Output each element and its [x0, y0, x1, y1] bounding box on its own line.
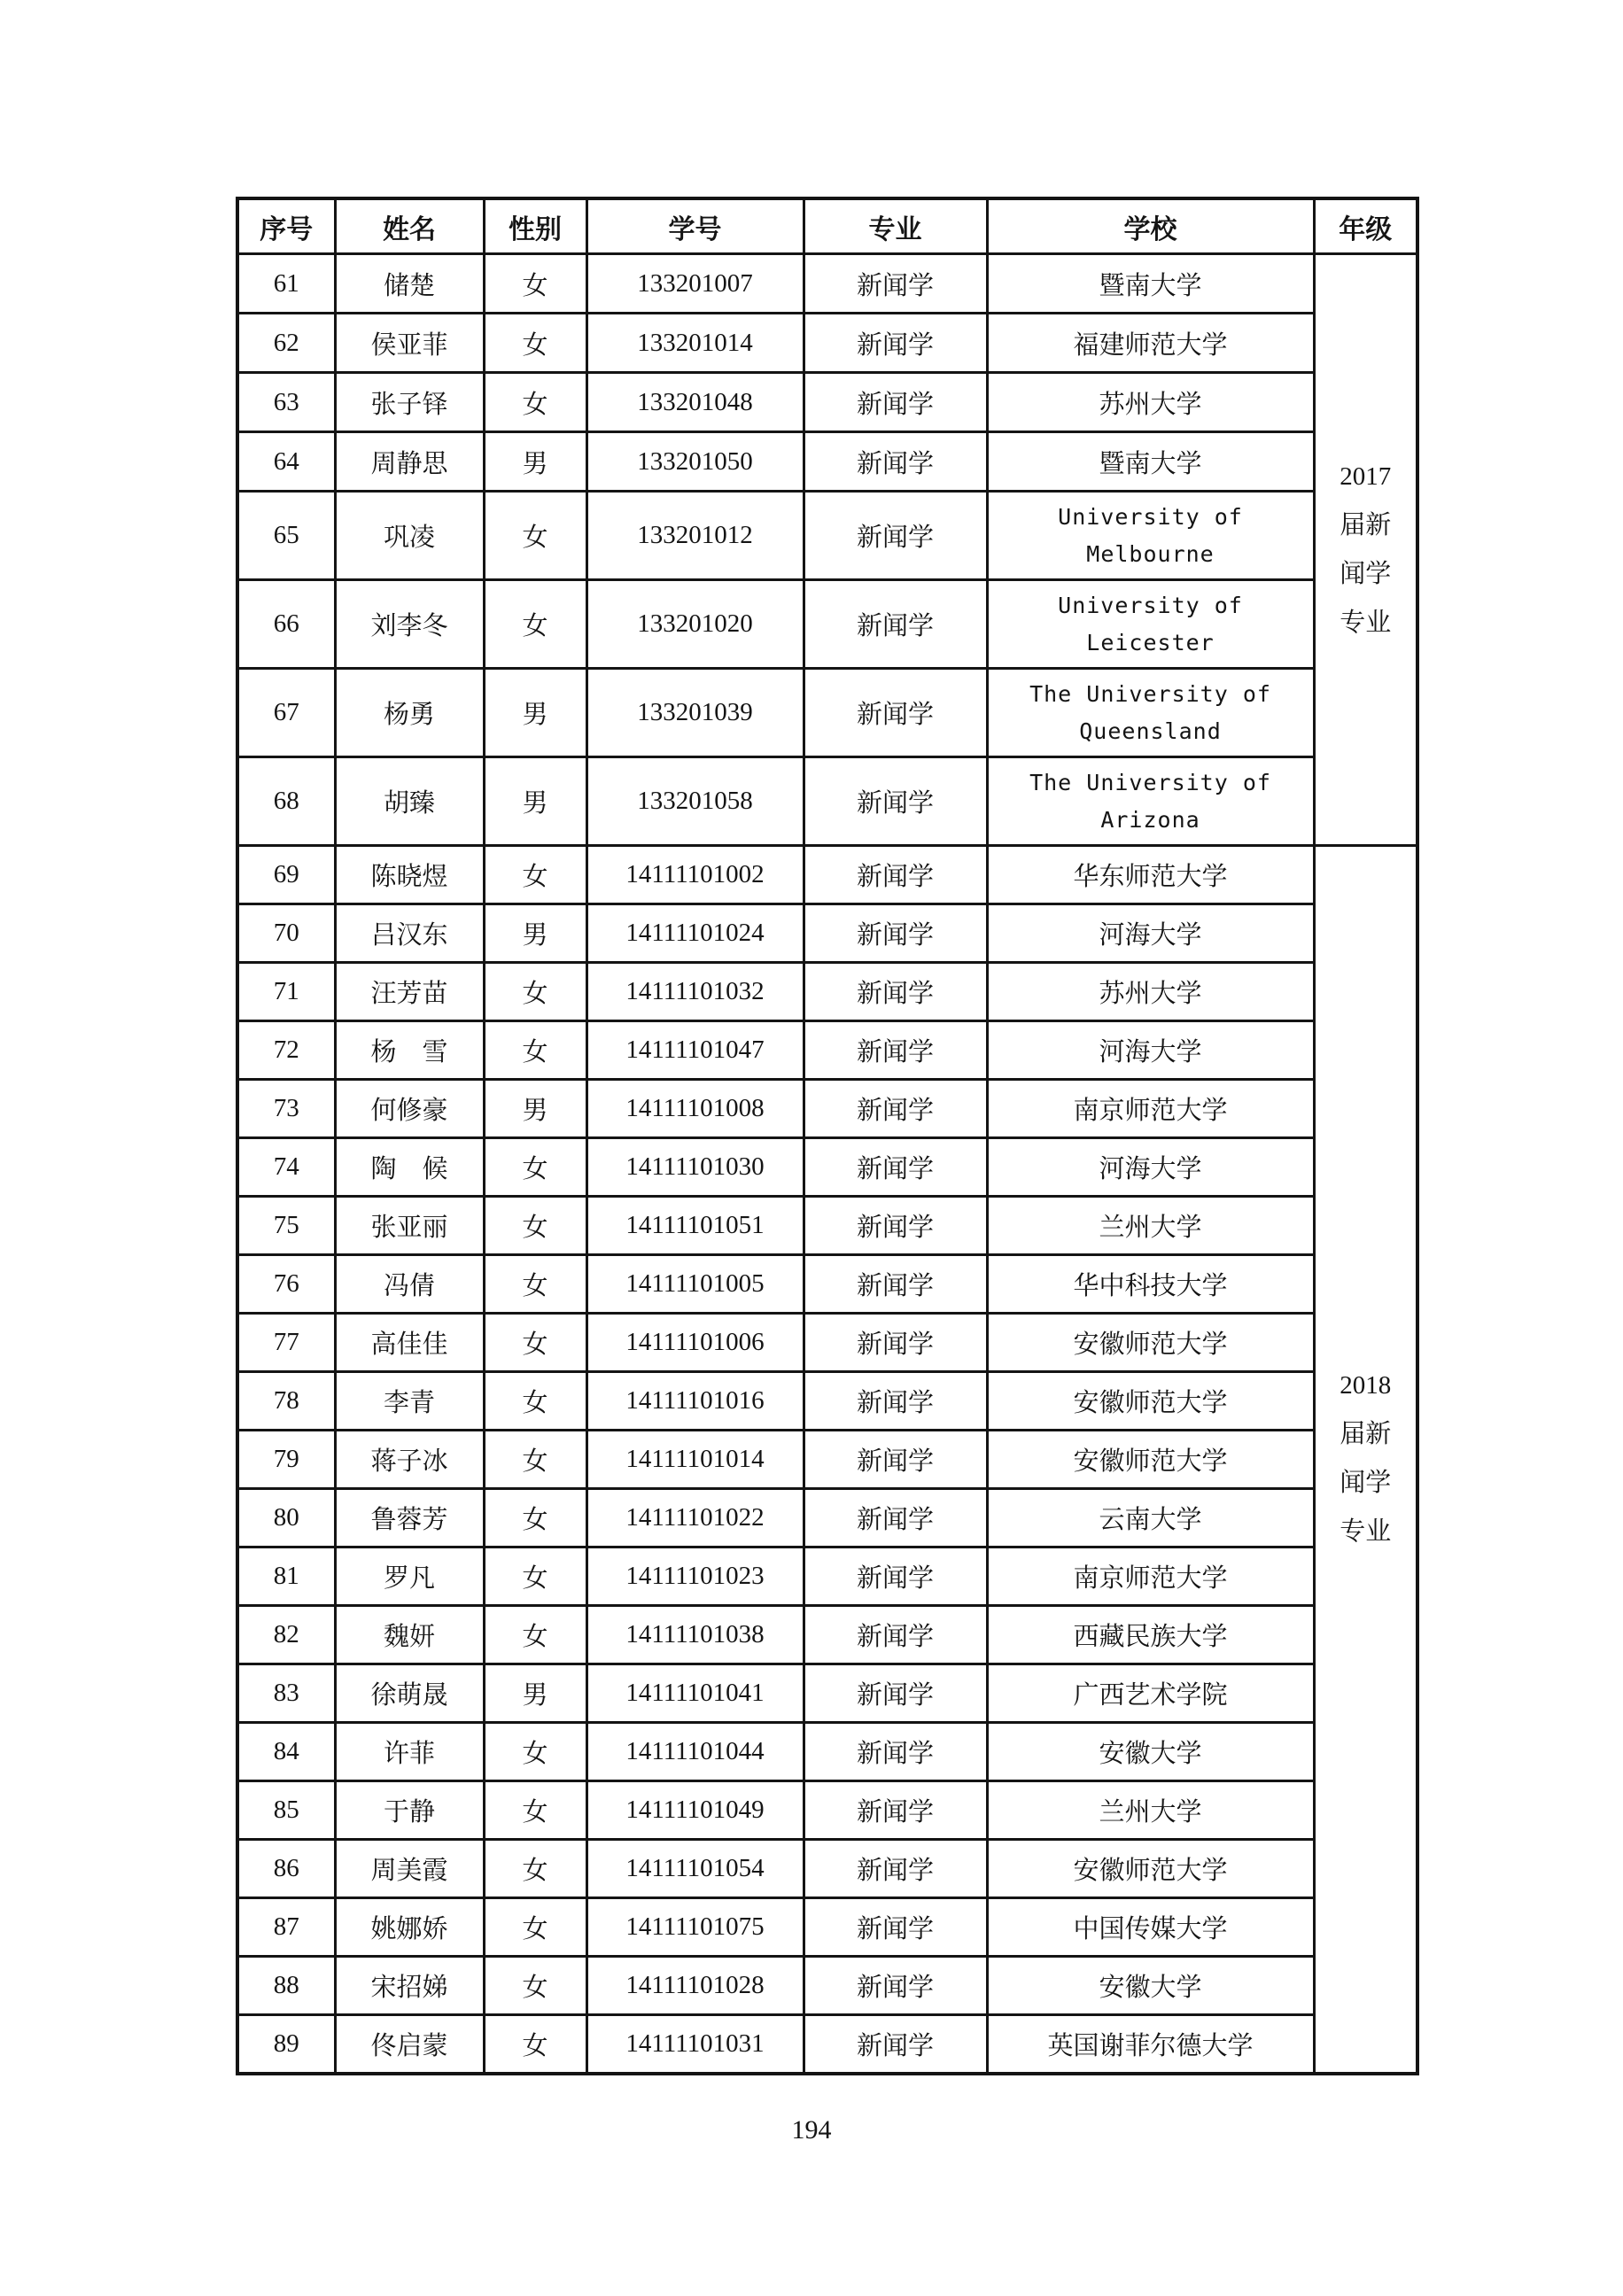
column-header-major: 专业	[804, 198, 987, 254]
cell-major: 新闻学	[804, 846, 987, 904]
table-row	[237, 492, 1417, 580]
cell-name: 胡臻	[335, 757, 484, 846]
table-row	[237, 1781, 1417, 1840]
cell-major: 新闻学	[804, 1021, 987, 1080]
cell-school	[987, 669, 1314, 757]
cell-student-id: 14111101002	[586, 846, 804, 904]
cell-major: 新闻学	[804, 1664, 987, 1723]
cell-major: 新闻学	[804, 1840, 987, 1898]
column-header-name: 姓名	[335, 198, 484, 254]
cell-index: 87	[237, 1898, 335, 1957]
table-row	[237, 1431, 1417, 1489]
table-row	[237, 373, 1417, 432]
cell-major: 新闻学	[804, 904, 987, 963]
cell-index: 82	[237, 1606, 335, 1664]
cell-major: 新闻学	[804, 1723, 987, 1781]
cell-name: 张子铎	[335, 373, 484, 432]
cell-index: 64	[237, 432, 335, 492]
cell-major: 新闻学	[804, 1138, 987, 1197]
cell-school: 中国传媒大学	[987, 1898, 1314, 1957]
student-roster-table	[236, 197, 1419, 2075]
cell-school: 安徽师范大学	[987, 1372, 1314, 1431]
cell-major: 新闻学	[804, 1314, 987, 1372]
cell-index: 80	[237, 1489, 335, 1547]
cell-name: 蒋子冰	[335, 1431, 484, 1489]
cell-gender: 女	[484, 1723, 586, 1781]
cell-student-id: 14111101014	[586, 1431, 804, 1489]
cell-major: 新闻学	[804, 757, 987, 846]
cell-name: 陶 候	[335, 1138, 484, 1197]
cell-name: 吕汉东	[335, 904, 484, 963]
cell-name: 陈晓煜	[335, 846, 484, 904]
cell-gender: 女	[484, 963, 586, 1021]
table-row	[237, 757, 1417, 846]
cell-index: 75	[237, 1197, 335, 1255]
table-row	[237, 1898, 1417, 1957]
grade-text-line: 闻学	[1340, 1469, 1392, 1498]
cell-major: 新闻学	[804, 1898, 987, 1957]
table-row	[237, 254, 1417, 314]
cell-name: 鲁蓉芳	[335, 1489, 484, 1547]
table-row	[237, 1957, 1417, 2015]
cell-student-id: 14111101047	[586, 1021, 804, 1080]
cell-name: 姚娜娇	[335, 1898, 484, 1957]
cell-student-id: 133201020	[586, 580, 804, 669]
cell-school: 安徽大学	[987, 1723, 1314, 1781]
cell-school: 安徽师范大学	[987, 1431, 1314, 1489]
cell-name: 魏妍	[335, 1606, 484, 1664]
cell-index: 77	[237, 1314, 335, 1372]
cell-school: 暨南大学	[987, 254, 1314, 314]
cell-gender: 男	[484, 904, 586, 963]
table-row	[237, 1664, 1417, 1723]
cell-gender: 女	[484, 1840, 586, 1898]
grade-text-line: 闻学	[1340, 559, 1392, 588]
cell-name: 佟启蒙	[335, 2015, 484, 2074]
cell-name: 周美霞	[335, 1840, 484, 1898]
cell-student-id: 14111101038	[586, 1606, 804, 1664]
cell-student-id: 133201007	[586, 254, 804, 314]
school-name-line: The University of	[1029, 680, 1271, 707]
cell-gender: 女	[484, 492, 586, 580]
column-header-student-id: 学号	[586, 198, 804, 254]
cell-name: 许菲	[335, 1723, 484, 1781]
cell-major: 新闻学	[804, 314, 987, 373]
cell-school: 福建师范大学	[987, 314, 1314, 373]
cell-index: 89	[237, 2015, 335, 2074]
table-row	[237, 1197, 1417, 1255]
cell-index: 76	[237, 1255, 335, 1314]
cell-gender: 女	[484, 1606, 586, 1664]
cell-grade-group-1	[1314, 846, 1417, 2074]
cell-name: 徐萌晟	[335, 1664, 484, 1723]
cell-major: 新闻学	[804, 1606, 987, 1664]
cell-student-id: 133201058	[586, 757, 804, 846]
table-row	[237, 1372, 1417, 1431]
cell-name: 张亚丽	[335, 1197, 484, 1255]
cell-major: 新闻学	[804, 492, 987, 580]
grade-text-line: 2017	[1340, 462, 1392, 491]
grade-text-line: 届新	[1340, 510, 1392, 539]
cell-student-id: 14111101075	[586, 1898, 804, 1957]
cell-major: 新闻学	[804, 1197, 987, 1255]
cell-school	[987, 580, 1314, 669]
cell-gender: 女	[484, 314, 586, 373]
table-row	[237, 669, 1417, 757]
cell-name: 储楚	[335, 254, 484, 314]
cell-student-id: 14111101022	[586, 1489, 804, 1547]
cell-student-id: 14111101031	[586, 2015, 804, 2074]
cell-school: 苏州大学	[987, 963, 1314, 1021]
column-header-gender: 性别	[484, 198, 586, 254]
cell-student-id: 14111101032	[586, 963, 804, 1021]
cell-name: 杨勇	[335, 669, 484, 757]
cell-school: 华东师范大学	[987, 846, 1314, 904]
cell-index: 62	[237, 314, 335, 373]
cell-gender: 男	[484, 757, 586, 846]
cell-gender: 女	[484, 580, 586, 669]
cell-name: 刘李冬	[335, 580, 484, 669]
cell-name: 高佳佳	[335, 1314, 484, 1372]
cell-school: 广西艺术学院	[987, 1664, 1314, 1723]
table-row	[237, 314, 1417, 373]
table-row	[237, 1314, 1417, 1372]
cell-index: 68	[237, 757, 335, 846]
cell-school: 南京师范大学	[987, 1547, 1314, 1606]
cell-school: 安徽师范大学	[987, 1840, 1314, 1898]
column-header-index: 序号	[237, 198, 335, 254]
table-row	[237, 1138, 1417, 1197]
cell-gender: 女	[484, 1197, 586, 1255]
school-name-line: The University of	[1029, 769, 1271, 795]
cell-name: 侯亚菲	[335, 314, 484, 373]
cell-gender: 女	[484, 1957, 586, 2015]
cell-student-id: 14111101051	[586, 1197, 804, 1255]
cell-student-id: 14111101030	[586, 1138, 804, 1197]
cell-major: 新闻学	[804, 2015, 987, 2074]
cell-student-id: 133201012	[586, 492, 804, 580]
cell-index: 66	[237, 580, 335, 669]
table-row	[237, 1489, 1417, 1547]
cell-student-id: 14111101028	[586, 1957, 804, 2015]
cell-name: 周静思	[335, 432, 484, 492]
cell-school	[987, 492, 1314, 580]
cell-index: 73	[237, 1080, 335, 1138]
grade-text-line: 专业	[1340, 608, 1392, 637]
cell-name: 冯倩	[335, 1255, 484, 1314]
cell-gender: 女	[484, 1372, 586, 1431]
cell-student-id: 14111101049	[586, 1781, 804, 1840]
cell-major: 新闻学	[804, 254, 987, 314]
grade-text-line: 届新	[1340, 1420, 1392, 1449]
cell-student-id: 14111101006	[586, 1314, 804, 1372]
cell-name: 于静	[335, 1781, 484, 1840]
cell-major: 新闻学	[804, 580, 987, 669]
cell-student-id: 14111101023	[586, 1547, 804, 1606]
cell-gender: 女	[484, 1021, 586, 1080]
cell-index: 72	[237, 1021, 335, 1080]
table-row	[237, 432, 1417, 492]
grade-text-line: 专业	[1340, 1517, 1392, 1547]
cell-major: 新闻学	[804, 1547, 987, 1606]
cell-school: 云南大学	[987, 1489, 1314, 1547]
school-name-line: University of	[1058, 592, 1243, 618]
cell-student-id: 14111101041	[586, 1664, 804, 1723]
cell-school: 兰州大学	[987, 1781, 1314, 1840]
cell-gender: 女	[484, 1547, 586, 1606]
cell-index: 83	[237, 1664, 335, 1723]
cell-major: 新闻学	[804, 1957, 987, 2015]
cell-major: 新闻学	[804, 1255, 987, 1314]
cell-index: 71	[237, 963, 335, 1021]
school-name-line: Leicester	[1086, 629, 1215, 655]
table-row	[237, 963, 1417, 1021]
cell-gender: 男	[484, 1080, 586, 1138]
cell-name: 罗凡	[335, 1547, 484, 1606]
cell-student-id: 14111101008	[586, 1080, 804, 1138]
cell-index: 85	[237, 1781, 335, 1840]
cell-gender: 女	[484, 1781, 586, 1840]
cell-student-id: 14111101005	[586, 1255, 804, 1314]
cell-index: 67	[237, 669, 335, 757]
table-row	[237, 1723, 1417, 1781]
school-name-line: Queensland	[1079, 718, 1222, 744]
cell-index: 63	[237, 373, 335, 432]
cell-major: 新闻学	[804, 1489, 987, 1547]
cell-major: 新闻学	[804, 669, 987, 757]
school-name-line: Melbourne	[1086, 540, 1215, 567]
cell-school: 河海大学	[987, 904, 1314, 963]
cell-student-id: 133201039	[586, 669, 804, 757]
cell-index: 69	[237, 846, 335, 904]
cell-index: 78	[237, 1372, 335, 1431]
cell-major: 新闻学	[804, 1431, 987, 1489]
cell-student-id: 14111101016	[586, 1372, 804, 1431]
cell-major: 新闻学	[804, 1781, 987, 1840]
table-row	[237, 1840, 1417, 1898]
cell-index: 88	[237, 1957, 335, 2015]
cell-school: 苏州大学	[987, 373, 1314, 432]
cell-major: 新闻学	[804, 1080, 987, 1138]
cell-student-id: 14111101024	[586, 904, 804, 963]
header-row	[237, 198, 1417, 254]
cell-gender: 女	[484, 1314, 586, 1372]
cell-name: 李青	[335, 1372, 484, 1431]
cell-index: 79	[237, 1431, 335, 1489]
column-header-school: 学校	[987, 198, 1314, 254]
cell-major: 新闻学	[804, 1372, 987, 1431]
cell-index: 74	[237, 1138, 335, 1197]
cell-gender: 女	[484, 2015, 586, 2074]
cell-gender: 女	[484, 846, 586, 904]
cell-major: 新闻学	[804, 963, 987, 1021]
cell-school	[987, 757, 1314, 846]
cell-major: 新闻学	[804, 373, 987, 432]
table-row	[237, 580, 1417, 669]
school-name-line: Arizona	[1100, 806, 1200, 833]
table-row	[237, 904, 1417, 963]
cell-gender: 女	[484, 1898, 586, 1957]
cell-student-id: 14111101054	[586, 1840, 804, 1898]
cell-school: 河海大学	[987, 1138, 1314, 1197]
table-row	[237, 1606, 1417, 1664]
cell-school: 兰州大学	[987, 1197, 1314, 1255]
cell-school: 南京师范大学	[987, 1080, 1314, 1138]
cell-school: 暨南大学	[987, 432, 1314, 492]
cell-name: 何修豪	[335, 1080, 484, 1138]
table-row	[237, 846, 1417, 904]
cell-gender: 男	[484, 669, 586, 757]
cell-school: 河海大学	[987, 1021, 1314, 1080]
table-row	[237, 1021, 1417, 1080]
cell-student-id: 133201050	[586, 432, 804, 492]
school-name-line: University of	[1058, 503, 1243, 530]
cell-school: 英国谢菲尔德大学	[987, 2015, 1314, 2074]
cell-school: 安徽师范大学	[987, 1314, 1314, 1372]
table-row	[237, 1080, 1417, 1138]
cell-school: 华中科技大学	[987, 1255, 1314, 1314]
cell-grade-group-0	[1314, 254, 1417, 846]
cell-index: 65	[237, 492, 335, 580]
cell-gender: 女	[484, 1255, 586, 1314]
cell-gender: 女	[484, 373, 586, 432]
column-header-grade: 年级	[1314, 198, 1417, 254]
cell-name: 巩凌	[335, 492, 484, 580]
table-row	[237, 1547, 1417, 1606]
cell-gender: 男	[484, 432, 586, 492]
cell-student-id: 133201048	[586, 373, 804, 432]
cell-gender: 女	[484, 1138, 586, 1197]
cell-index: 86	[237, 1840, 335, 1898]
grade-text-line: 2018	[1340, 1371, 1392, 1400]
cell-index: 81	[237, 1547, 335, 1606]
page-number: 194	[791, 2115, 832, 2145]
cell-gender: 女	[484, 1489, 586, 1547]
table-row	[237, 1255, 1417, 1314]
cell-gender: 女	[484, 1431, 586, 1489]
cell-name: 杨 雪	[335, 1021, 484, 1080]
cell-gender: 男	[484, 1664, 586, 1723]
cell-index: 84	[237, 1723, 335, 1781]
cell-index: 70	[237, 904, 335, 963]
cell-major: 新闻学	[804, 432, 987, 492]
cell-school: 安徽大学	[987, 1957, 1314, 2015]
table-row	[237, 2015, 1417, 2074]
cell-school: 西藏民族大学	[987, 1606, 1314, 1664]
cell-index: 61	[237, 254, 335, 314]
cell-student-id: 133201014	[586, 314, 804, 373]
cell-name: 汪芳苗	[335, 963, 484, 1021]
cell-name: 宋招娣	[335, 1957, 484, 2015]
cell-student-id: 14111101044	[586, 1723, 804, 1781]
cell-gender: 女	[484, 254, 586, 314]
